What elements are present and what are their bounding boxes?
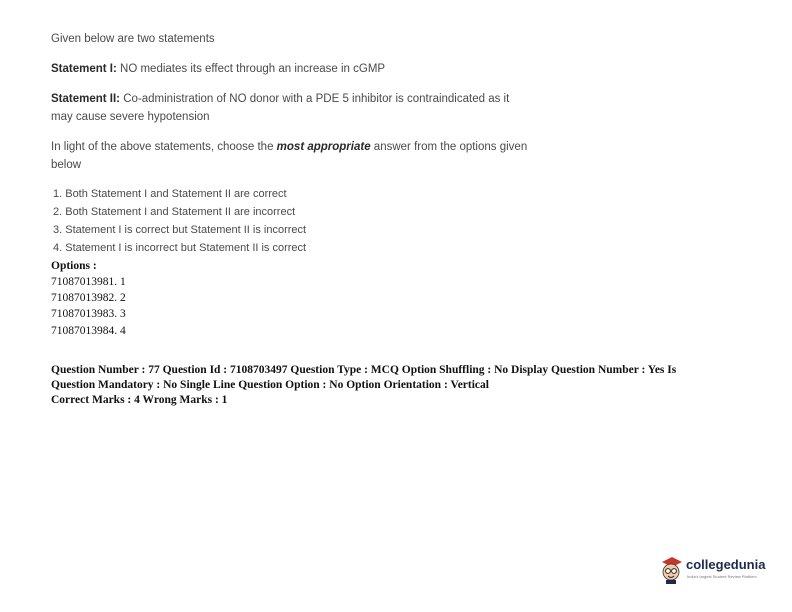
- option-id-2: 71087013982. 2: [51, 292, 126, 304]
- collegedunia-logo: [659, 555, 769, 587]
- option-id-3: 71087013983. 3: [51, 308, 126, 320]
- prompt-text: In light of the above statements, choose the: [51, 141, 277, 153]
- option-id-4: 71087013984. 4: [51, 325, 126, 337]
- question-metadata: [51, 363, 751, 408]
- logo-wordmark: collegedunia: [686, 557, 766, 572]
- metadata-line-1: Question Number : 77 Question Id : 7108703497 Question Type : MCQ Option Shuffling : No Display Question Number : Yes Is: [51, 364, 677, 376]
- statement-1-text: NO mediates its effect through an increase in cGMP: [116, 63, 386, 75]
- choice-1: 1. Both Statement I and Statement II are correct: [53, 188, 287, 200]
- options-header: Options :: [51, 260, 97, 272]
- mascot-icon: [659, 555, 685, 585]
- statement-1: [51, 60, 385, 78]
- statement-2-label: Statement II:: [51, 93, 121, 105]
- statement-1-label: Statement I:: [51, 63, 117, 75]
- choice-3: 3. Statement I is correct but Statement II is incorrect: [53, 224, 307, 236]
- metadata-line-2: Question Mandatory : No Single Line Question Option : No Option Orientation : Vertical: [51, 379, 489, 391]
- logo-tagline: India's largest Student Review Platform: [687, 574, 757, 579]
- option-id-1: 71087013981. 1: [51, 276, 126, 288]
- metadata-line-3: Correct Marks : 4 Wrong Marks : 1: [51, 394, 228, 406]
- choice-2: 2. Both Statement I and Statement II are incorrect: [53, 206, 296, 218]
- statement-2: [51, 90, 509, 126]
- question-intro: Given below are two statements: [51, 33, 215, 45]
- question-prompt: [51, 138, 527, 174]
- choice-4: 4. Statement I is incorrect but Statement II is correct: [53, 242, 307, 254]
- prompt-text-cont: below: [51, 159, 82, 171]
- prompt-emphasis: most appropriate: [276, 141, 371, 153]
- prompt-text-after: answer from the options given: [370, 141, 528, 153]
- statement-2-text: Co-administration of NO donor with a PDE 5 inhibitor is contraindicated as it: [120, 93, 510, 105]
- statement-2-text-cont: may cause severe hypotension: [51, 111, 210, 123]
